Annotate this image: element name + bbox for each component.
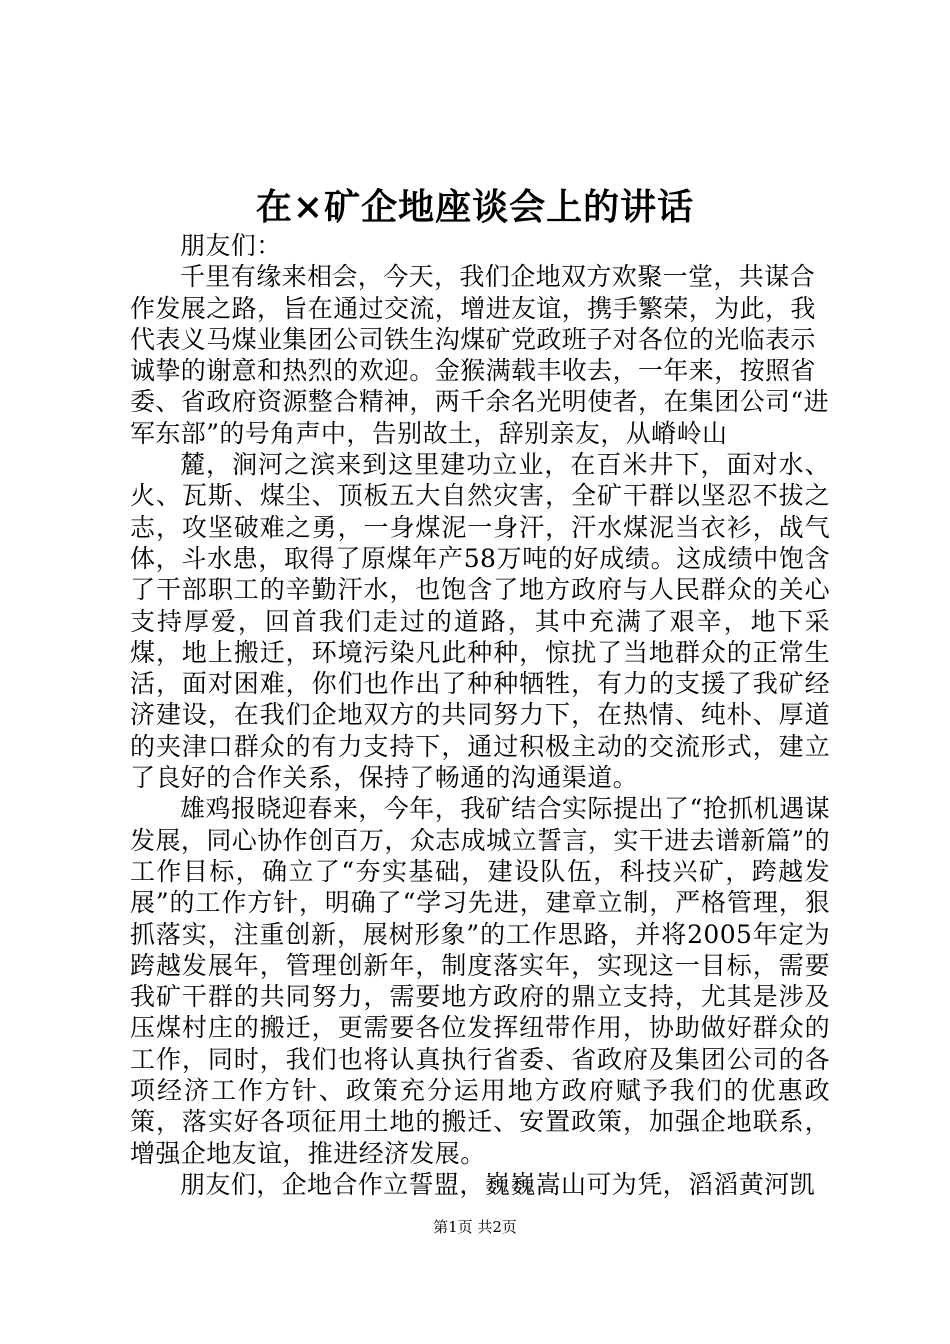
body-paragraph-4: 朋友们，企地合作立誓盟，巍巍嵩山可为凭，滔滔黄河凯 [180, 1169, 816, 1199]
body-paragraph-2: 麓，涧河之滨来到这里建功立业，在百米井下，面对水、火、瓦斯、煤尘、顶板五大自然灾害，全矿干群以坚忍不拔之志，攻坚破难之勇，一身煤泥一身汗，汗水煤泥当衣衫，战气体，斗水患，取得了原煤年产58万吨的好成绩。这成绩中饱含了干部职工的辛勤汗水，也饱含了地方政府与人民群众的关心支持厚爱，回首我们走过的道路，其中充满了艰辛，地下采煤，地上搬迁，环境污染凡此种种，惊扰了当地群众的正常生活，面对困难，你们也作出了种种牺牲，有力的支援了我矿经济建设，在我们企地双方的共同努力下，在热情、纯朴、厚道的夹津口群众的有力支持下，通过积极主动的交流形式，建立了良好的合作关系，保持了畅通的沟通渠道。 [130, 450, 830, 793]
document-body [130, 230, 830, 1200]
salutation-paragraph: 朋友们： [180, 231, 282, 260]
body-paragraph-3: 雄鸡报晓迎春来，今年，我矿结合实际提出了“抢抓机遇谋发展，同心协作创百万，众志成城立誓言，实干进去谱新篇”的工作目标，确立了“夯实基础，建设队伍，科技兴矿，跨越发展”的工作方针，明确了“学习先进，建章立制，严格管理，狠抓落实，注重创新，展树形象”的工作思路，并将2005年定为跨越发展年，管理创新年，制度落实年，实现这一目标，需要我矿干群的共同努力，需要地方政府的鼎立支持，尤其是涉及压煤村庄的搬迁，更需要各位发挥纽带作用，协助做好群众的工作，同时，我们也将认真执行省委、省政府及集团公司的各项经济工作方针、政策充分运用地方政府赋予我们的优惠政策，落实好各项征用土地的搬迁、安置政策，加强企地联系，增强企地友谊，推进经济发展。 [130, 794, 830, 1168]
body-paragraph-1: 千里有缘来相会，今天，我们企地双方欢聚一堂，共谋合作发展之路，旨在通过交流，增进友谊，携手繁荣，为此，我代表义马煤业集团公司铁生沟煤矿党政班子对各位的光临表示诚挚的谢意和热烈的欢迎。金猴满载丰收去，一年来，按照省委、省政府资源整合精神，两千余名光明使者，在集团公司“进军东部”的号角声中，告别故土，辞别亲友，从嵴岭山 [130, 262, 829, 448]
page-number-footer: 第1页 共2页 [433, 1218, 517, 1236]
document-title: 在×矿企地座谈会上的讲话 [255, 186, 695, 228]
